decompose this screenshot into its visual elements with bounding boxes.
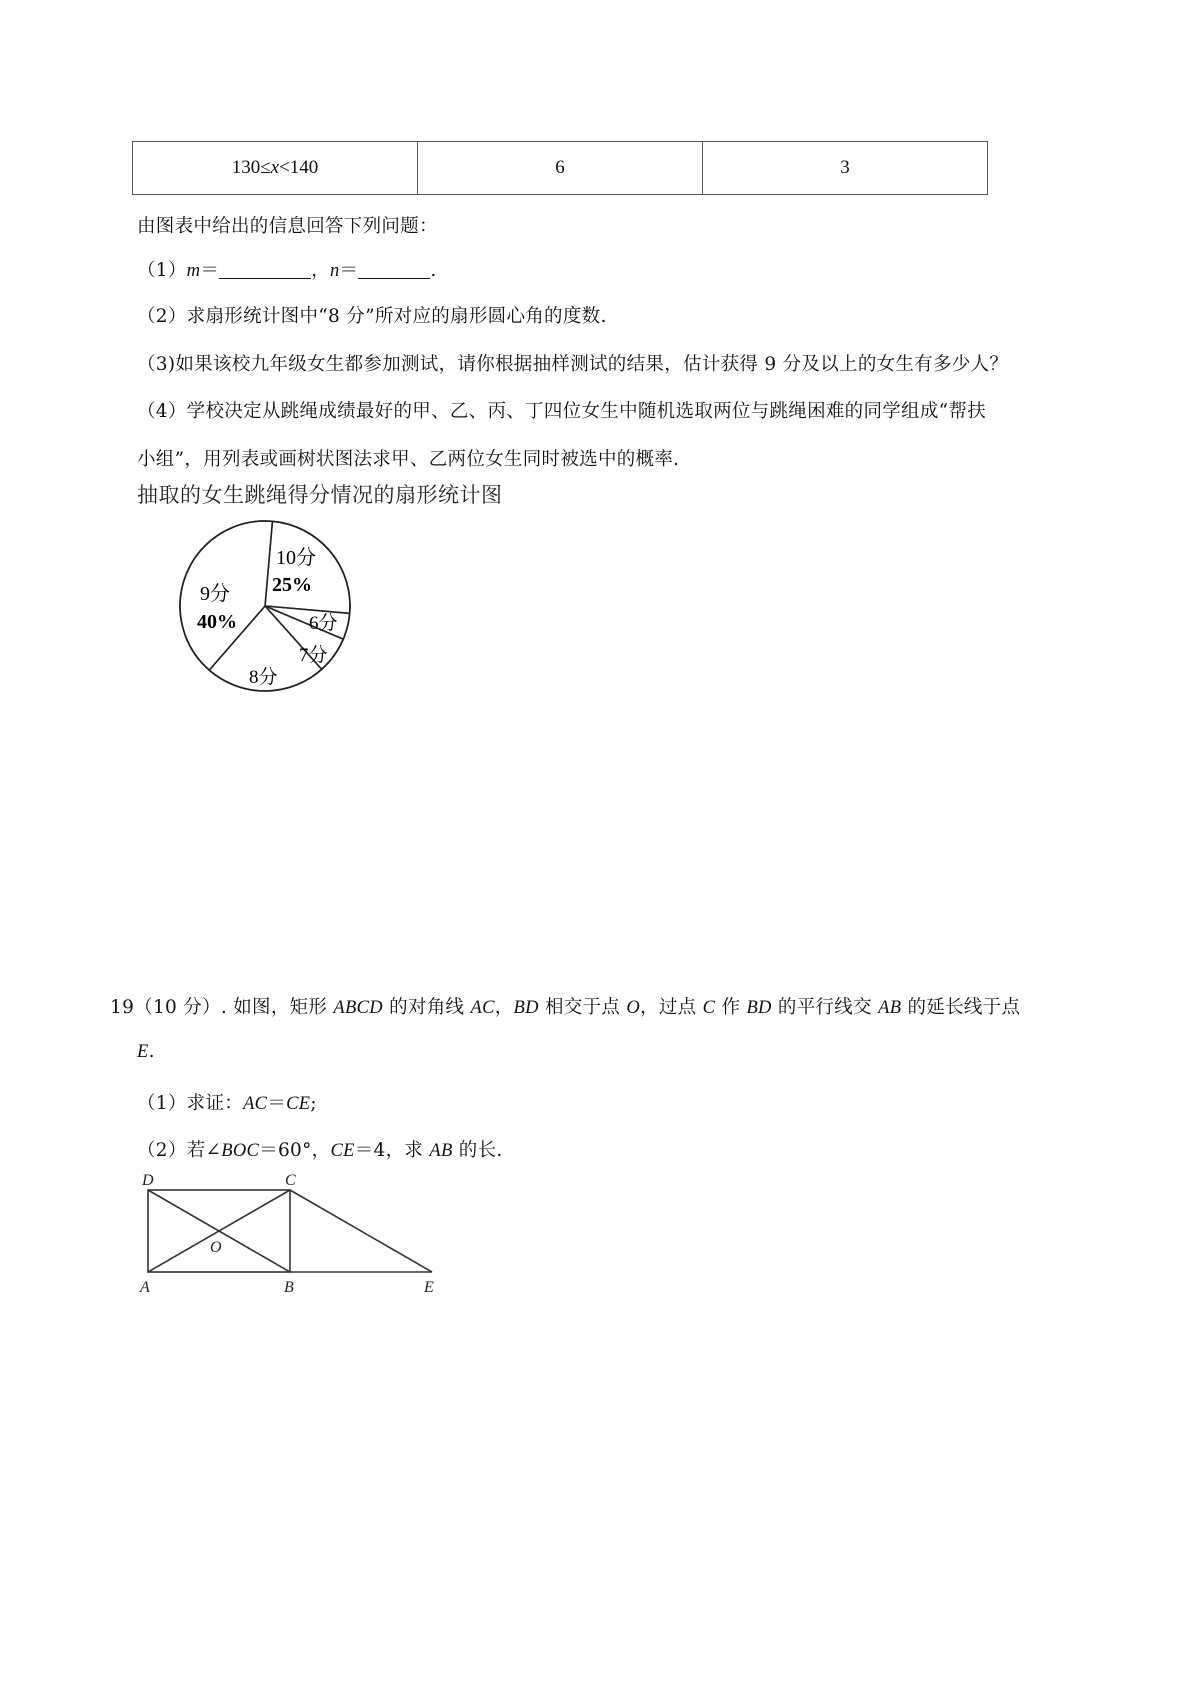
- intro-text: 由图表中给出的信息回答下列问题：: [137, 216, 438, 237]
- q19-text-2: 的对角线: [382, 997, 471, 1018]
- q19-text-3: ，: [494, 997, 514, 1018]
- q19-2-text-3: 的长.: [452, 1140, 503, 1161]
- q1-prefix: （1）: [137, 260, 187, 281]
- segment-CE: [290, 1190, 432, 1272]
- range-var: x: [270, 157, 280, 178]
- question-1: [137, 256, 437, 282]
- q19-1-end: ;: [310, 1093, 317, 1114]
- q19-text-6: 作: [715, 997, 747, 1018]
- label-C: C: [285, 1172, 296, 1189]
- q19-text-1: 19（10 分）. 如图，矩形: [110, 997, 334, 1018]
- slice-label-6: 6分: [309, 613, 338, 634]
- q19-text-5: ，过点: [640, 997, 703, 1018]
- q1-eq1: ＝: [200, 260, 220, 281]
- q19-text-7: 的平行线交: [771, 997, 879, 1018]
- q19-2-BOC: BOC: [221, 1141, 260, 1161]
- q19-ABCD: ABCD: [333, 998, 383, 1018]
- q19-2-CE: CE: [330, 1141, 355, 1161]
- table-cell-count-2: 3: [703, 142, 988, 195]
- question-3: （3)如果该校九年级女生都参加测试，请你根据抽样测试的结果，估计获得 9 分及以上的女生有多少人？: [137, 354, 1009, 375]
- var-m: m: [186, 261, 201, 281]
- label-A: A: [140, 1279, 150, 1296]
- label-O: O: [210, 1239, 222, 1256]
- q1-eq2: ＝: [339, 260, 359, 281]
- question-19-1: [137, 1089, 317, 1115]
- table-cell-count-1: 6: [418, 142, 703, 195]
- chart-title: 抽取的女生跳绳得分情况的扇形统计图: [137, 483, 503, 507]
- range-lower: 130≤: [231, 157, 271, 178]
- slice-label-10: 10分: [276, 547, 316, 569]
- q19-BD-2: BD: [746, 998, 772, 1018]
- label-D: D: [142, 1172, 154, 1189]
- question-19-2: [137, 1136, 503, 1162]
- question-19-line-2: [137, 1041, 155, 1063]
- q19-1-CE: CE: [286, 1094, 311, 1114]
- label-E: E: [424, 1279, 434, 1296]
- question-2: （2）求扇形统计图中“8 分”所对应的扇形圆心角的度数.: [137, 306, 607, 327]
- q19-2-text-1: ＝60°，: [259, 1140, 331, 1161]
- score-table: [132, 141, 988, 195]
- q19-AC: AC: [470, 998, 495, 1018]
- q19-1-prefix: （1）求证：: [137, 1093, 244, 1114]
- slice-label-8: 8分: [249, 667, 278, 688]
- question-4-line-2: 小组”，用列表或画树状图法求甲、乙两位女生同时被选中的概率.: [137, 449, 680, 470]
- q19-AB: AB: [878, 998, 902, 1018]
- question-4-line-1: （4）学校决定从跳绳成绩最好的甲、乙、丙、丁四位女生中随机选取两位与跳绳困难的同学组成“帮扶: [137, 401, 987, 422]
- q1-end: .: [430, 260, 437, 281]
- q19-1-AC: AC: [243, 1094, 268, 1114]
- blank-n: [358, 260, 430, 279]
- q19-text-9: .: [148, 1041, 155, 1062]
- q19-text-4: 相交于点: [538, 997, 627, 1018]
- var-n: n: [329, 261, 340, 281]
- slice-percent-9: 40%: [197, 611, 237, 633]
- slice-label-7: 7分: [299, 645, 328, 666]
- q1-sep: ，: [311, 260, 330, 281]
- table-row: [133, 142, 988, 195]
- pie-chart: [175, 515, 365, 705]
- q19-2-prefix: （2）若∠: [137, 1140, 222, 1161]
- slice-percent-10: 25%: [272, 574, 312, 596]
- q19-O: O: [626, 998, 641, 1018]
- question-19: [110, 993, 1020, 1019]
- q19-1-eq: ＝: [267, 1093, 287, 1114]
- q19-2-AB: AB: [429, 1141, 453, 1161]
- table-cell-range: [133, 142, 418, 195]
- rectangle-figure: [128, 1170, 448, 1300]
- q19-2-text-2: ＝4，求: [354, 1140, 430, 1161]
- blank-m: [219, 260, 311, 279]
- q19-E: E: [137, 1042, 149, 1062]
- range-upper: <140: [279, 157, 319, 178]
- label-B: B: [284, 1279, 294, 1296]
- slice-label-9: 9分: [200, 583, 230, 605]
- q19-C: C: [702, 998, 716, 1018]
- q19-text-8: 的延长线于点: [901, 997, 1021, 1018]
- q19-BD: BD: [513, 998, 539, 1018]
